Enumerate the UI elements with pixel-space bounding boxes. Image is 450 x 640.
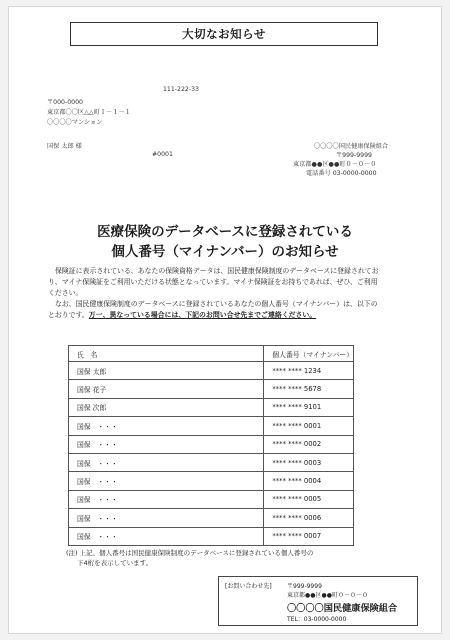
notice-paragraph-2 [48,299,384,321]
member-name-cell: 国保 花子 [69,380,264,398]
notice-paragraph-2-text: なお、国民健康保険制度のデータベースに登録されているあなたの個人番号（マイナンバー）は、以下のとおりです。 [48,300,378,319]
table-header-row [69,346,354,362]
member-name-cell: 国保 ・・・ [69,417,264,435]
column-header-number: 個人番号（マイナンバー） [264,346,354,362]
sender-org: 〇〇〇〇国民健康保険組合 [314,143,389,150]
contact-postal-code: 〒999-9999 [287,583,322,590]
notice-title-line-1: 医療保険のデータベースに登録されている [97,224,353,240]
table-row [69,380,354,398]
notice-emphasis: 万一、異なっている場合には、下記のお問い合せ先までご連絡ください。 [88,311,317,319]
footnote [66,548,376,568]
contact-box [218,576,418,626]
sender-phone: 電話番号 03-0000-0000 [306,170,377,177]
contact-org: 〇〇〇〇国民健康保険組合 [287,603,398,614]
notice-header: 大切なお知らせ [70,22,378,46]
my-number-cell: **** **** 0003 [264,453,354,471]
my-number-cell: **** **** 0005 [264,490,354,508]
recipient-building: 〇〇〇〇マンション [47,119,103,126]
member-name-cell: 国保 太郎 [69,362,264,380]
table-row [69,509,354,527]
my-number-cell: **** **** 9101 [264,398,354,416]
sender-postal-code: 〒999-9999 [336,152,372,159]
footnote-line-1: (注) 上記、個人番号は国民健康保険制度のデータベースに登録されている個人番号の [66,549,314,557]
table-row [69,435,354,453]
notice-paragraph-1: 保険証に表示されている、あなたの保険資格データは、国民健康保険制度のデータベースに登録されており、マイナ保険証をご利用いただける状態となっています。マイナ保険証をお持ちであれば、ぜひ、ご利用ください。 [48,267,379,297]
recipient-address: 東京都〇〇区△△町１－１－１ [47,109,131,116]
table-row [69,527,354,545]
member-name-cell: 国保 次郎 [69,398,264,416]
table-row [69,417,354,435]
member-name-cell: 国保 ・・・ [69,435,264,453]
member-name-cell: 国保 ・・・ [69,453,264,471]
notice-title-line-2: 個人番号（マイナンバー）のお知らせ [111,244,339,260]
notice-body [48,266,384,321]
recipient-name: 国保 太郎 様 [47,143,82,150]
my-number-cell: **** **** 0001 [264,417,354,435]
member-name-cell: 国保 ・・・ [69,509,264,527]
footnote-line-2: 下4桁を表示しています。 [77,559,153,567]
table-row [69,490,354,508]
my-number-cell: **** **** 0006 [264,509,354,527]
contact-label: [お問い合わせ先] [225,583,272,590]
table-row [69,362,354,380]
table-row [69,453,354,471]
my-number-cell: **** **** 5678 [264,380,354,398]
document-number: #0001 [152,151,173,158]
table-row [69,398,354,416]
my-number-table [68,345,354,546]
my-number-cell: **** **** 0002 [264,435,354,453]
member-name-cell: 国保 ・・・ [69,472,264,490]
my-number-cell: **** **** 1234 [264,362,354,380]
member-name-cell: 国保 ・・・ [69,527,264,545]
table-row [69,472,354,490]
my-number-cell: **** **** 0007 [264,527,354,545]
column-header-name: 氏 名 [69,346,264,362]
recipient-postal-code: 〒000-0000 [47,99,83,106]
sender-address: 東京都●●区●●町０－０－０ [293,161,377,168]
contact-address: 東京都●●区●●町０－０－０ [287,592,368,599]
barcode-number: 111-222-33 [163,86,199,93]
contact-phone: TEL：03-0000-0000 [287,616,347,623]
member-name-cell: 国保 ・・・ [69,490,264,508]
my-number-cell: **** **** 0004 [264,472,354,490]
